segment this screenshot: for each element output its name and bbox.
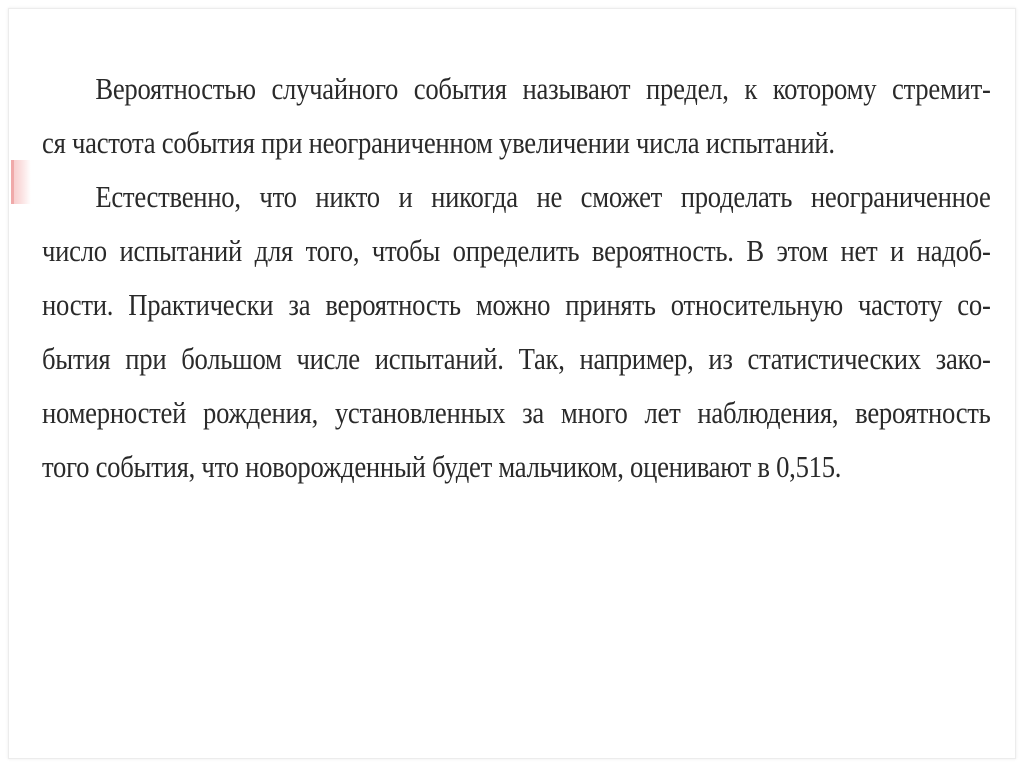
text-line-4: число испытаний для того, чтобы определить вероятность. В этом нет и надоб- xyxy=(42,233,991,268)
text-line-3: Естественно, что никто и никогда не сможет проделать неограниченное xyxy=(95,179,991,214)
accent-marker-line xyxy=(11,160,14,204)
text-line-7: номерностей рождения, установленных за много лет наблюдения, вероятность xyxy=(42,395,991,430)
text-line-8: того события, что новорожденный будет мальчиком, оценивают в 0,515. xyxy=(42,449,842,484)
text-line-1: Вероятностью случайного события называют предел, к которому стремит- xyxy=(95,71,991,106)
text-line-6: бытия при большом числе испытаний. Так, например, из статистических зако- xyxy=(42,341,991,376)
document-text xyxy=(42,62,991,494)
accent-marker xyxy=(11,160,31,204)
text-line-5: ности. Практически за вероятность можно принять относительную частоту со- xyxy=(42,287,991,322)
text-line-2: ся частота события при неограниченном увеличении числа испытаний. xyxy=(42,125,835,160)
